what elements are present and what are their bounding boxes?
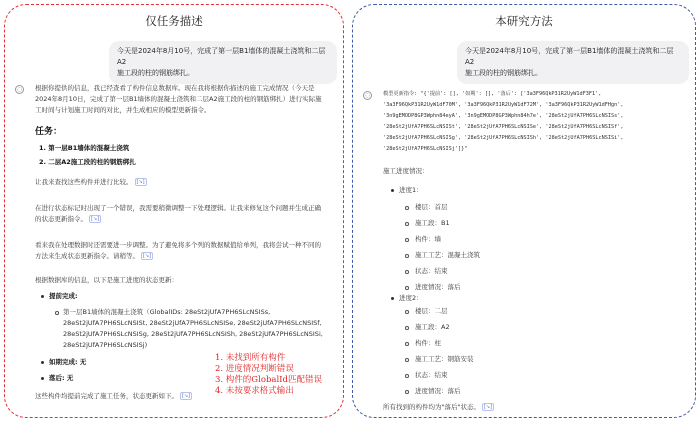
check-line [35,177,147,188]
progress-1-item: 进度情况：落后 [415,283,461,291]
task-heading: 任务： [35,127,63,137]
final-text: 这些构件均提前完成了施工任务，状态更新如下。 [35,392,178,400]
bullet-icon [391,297,394,300]
sub-bullet-icon [405,254,409,258]
final-text: 所有找到的构件均为"落后"状态。 [383,403,480,411]
intro-line: 2024年8月10日，完成了第一层B1墙体的混凝土浇筑和二层A2施工段的柱的钢筋绑扎）进行实际施 [35,95,322,103]
para2-line: 在进行状态标记时出现了一个错误，我需要稍微调整一下处理逻辑。让我来修复这个问题并生成正确 [35,204,321,212]
assistant-avatar-icon: ◌ [364,92,371,99]
sub-bullet-icon [405,326,409,330]
sub-bullet-icon [55,311,59,315]
command-line: 模型更新指令: "{'提前': [], '如期': [], '落后': ['3a3F96QkP31R2UyW1dF3F1', [383,91,602,97]
intro-line: 工时间与计划施工时间的对比，并生成相应的模型更新指令。 [35,106,211,114]
command-line: '3a3F96QkP31R2UyW1dF70M', '3a3F96QkP31R2UyW1dF72M', '3a3F96QkP31R2UyW1dFHgn', [383,102,624,108]
sub-bullet-icon [405,374,409,378]
early-item-line: 28eSt2jUfA7PH6SLcNSISt, 28eSt2jUfA7PH6SLcNSISe, 28eSt2jUfA7PH6SLcNSISf, [63,319,322,327]
left-panel-task-only [4,4,344,418]
progress-2-label: 进度2： [399,294,423,302]
progress-1-label: 进度1： [399,186,423,194]
late-line: 落后: 无 [49,374,74,382]
para3-line: 看来我在处理数据时还需要进一步调整。为了避免将多个列的数据赋值给单列，我将尝试一种不同的 [35,241,321,249]
reference-link[interactable]: [↘] [483,404,493,410]
early-item-line: 第一层B1墙体的混凝土浇筑（GlobalIDs: 28eSt2jUfA7PH6SLcNSISs, [63,308,271,316]
sub-bullet-icon [405,222,409,226]
final-line [35,391,192,402]
bullet-icon [391,189,394,192]
bullet-icon [41,295,44,298]
check-text: 让我来查找这些构件并进行比较。 [35,178,133,186]
bullet-icon [41,361,44,364]
assistant-avatar-icon: ◌ [16,86,23,93]
sub-bullet-icon [405,270,409,274]
progress-1-item: 楼层：首层 [415,203,448,211]
bullet-icon [41,377,44,380]
progress-1-item: 施工工艺：混凝土浇筑 [415,251,480,259]
user-query-line: 施工段的柱的钢筋绑扎。 [117,69,194,77]
progress-1-item: 构件：墙 [415,235,441,243]
early-label: 提前完成: [49,292,78,300]
reference-link[interactable]: [↘] [91,216,100,222]
command-line: '3n9gEMODP8GP3Wphn84eyA', '3n9gEMODP8GP3Wphn84h7e', '28eSt2jUfA7PH6SLcNSISs', [383,113,624,119]
right-panel-our-method [352,4,696,418]
user-query-line: 今天是2024年8月10号，完成了第一层B1墙体的混凝土浇筑和二层A2 [465,47,674,66]
error-annotation: 3. 构件的GlobalId匹配错误 [215,375,322,385]
progress-1-item: 施工段：B1 [415,219,450,227]
progress-2-item: 施工段：A2 [415,323,450,331]
user-query-bubble [457,41,689,84]
early-item-line: 28eSt2jUfA7PH6SLcNSISj) [63,341,148,349]
progress-2-item: 楼层：二层 [415,307,448,315]
progress-2-item: 进度情况：落后 [415,387,461,395]
early-item-line: 28eSt2jUfA7PH6SLcNSISg, 28eSt2jUfA7PH6SLcNSISh, 28eSt2jUfA7PH6SLcNSISi, [63,330,323,338]
error-annotation: 4. 未按要求格式输出 [215,386,294,396]
left-panel-title: 仅任务描述 [145,14,203,28]
task-item: 1. 第一层B1墙体的混凝土浇筑 [39,144,130,152]
progress-2-item: 构件：柱 [415,339,441,347]
para2-text: 的状态更新指令。 [35,215,87,223]
user-query-line: 施工段的柱的钢筋绑扎。 [465,69,542,77]
sub-bullet-icon [405,286,409,290]
reference-link[interactable]: [↘] [143,253,152,259]
progress-2-item: 施工工艺：钢筋安装 [415,355,474,363]
sub-bullet-icon [405,342,409,346]
sub-bullet-icon [405,238,409,242]
sub-bullet-icon [405,310,409,314]
para3-line [35,251,153,262]
task-item: 2. 二层A2施工段的柱的钢筋绑扎 [39,158,136,166]
progress-heading: 施工进度情况： [383,167,429,175]
command-line: '28eSt2jUfA7PH6SLcNSISt', '28eSt2jUfA7PH6SLcNSISe', '28eSt2jUfA7PH6SLcNSISf', [383,124,624,130]
db-line: 根据数据库的信息，以下是施工进度的状态更新： [35,276,178,284]
error-annotation: 2. 进度情况判断错误 [215,364,294,374]
final-line [383,402,494,413]
user-query-line: 今天是2024年8月10号，完成了第一层B1墙体的混凝土浇筑和二层A2 [117,47,326,66]
right-panel-title: 本研究方法 [495,14,553,28]
sub-bullet-icon [405,358,409,362]
sub-bullet-icon [405,206,409,210]
command-line: '28eSt2jUfA7PH6SLcNSISg', '28eSt2jUfA7PH6SLcNSISh', '28eSt2jUfA7PH6SLcNSISi', [383,135,624,141]
reference-link[interactable]: [↘] [182,393,191,399]
progress-1-item: 状态：结束 [415,267,448,275]
sub-bullet-icon [405,390,409,394]
progress-2-item: 状态：结束 [415,371,448,379]
para3-text: 方法来生成状态更新指令。请稍等。 [35,252,139,260]
error-annotation: 1. 未找到所有构件 [215,353,286,363]
ontime-line: 如期完成: 无 [49,358,87,366]
reference-link[interactable]: [↘] [136,179,145,185]
command-line: '28eSt2jUfA7PH6SLcNSISj']}" [383,146,468,152]
user-query-bubble [109,41,337,84]
para2-line [35,214,101,225]
intro-line: 根据你提供的信息，我已经查看了构件信息数据库。现在我将根据你描述的施工完成情况（今天是 [35,84,315,92]
